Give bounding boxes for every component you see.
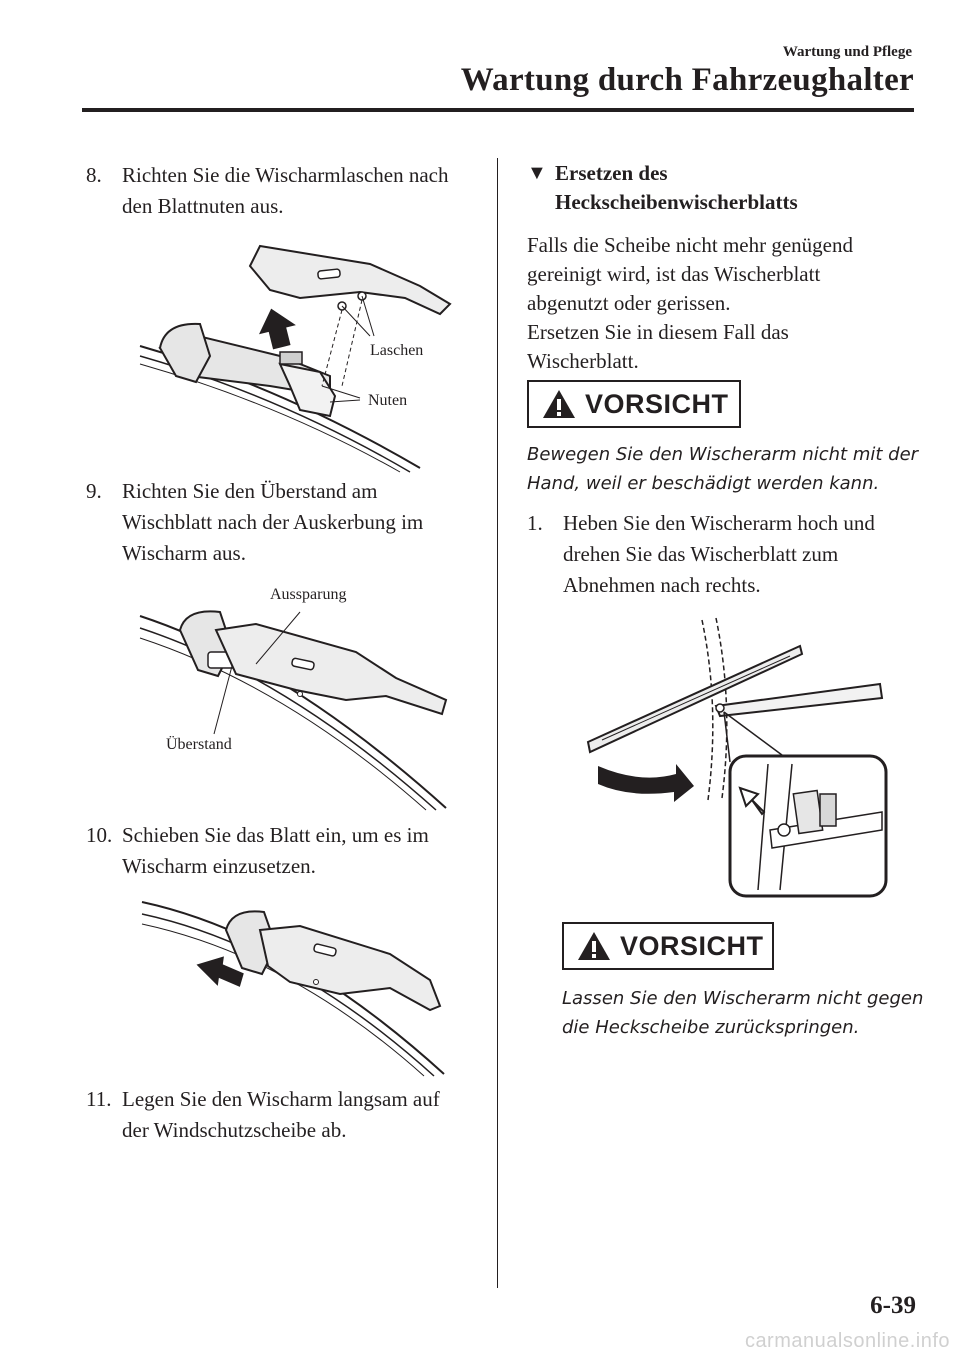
label-ueberstand: Überstand	[166, 736, 232, 753]
intro-line: abgenutzt oder gerissen.	[527, 291, 731, 315]
intro-line: gereinigt wird, ist das Wischerblatt	[527, 262, 821, 286]
header-rule	[82, 108, 914, 112]
step-number: 11.	[86, 1087, 112, 1111]
label-laschen: Laschen	[370, 342, 424, 359]
subheading-line: Ersetzen des	[555, 161, 668, 185]
running-header-title: Wartung durch Fahrzeughalter	[460, 62, 914, 98]
caution-text	[562, 984, 942, 1042]
step-text-line: Schieben Sie das Blatt ein, um es im	[122, 823, 429, 847]
step-text-line: Wischarm einzusetzen.	[122, 854, 316, 878]
watermark: carmanualsonline.info	[744, 1330, 950, 1352]
step-text-line: drehen Sie das Wischerblatt zum	[563, 542, 839, 566]
caution-line: Hand, weil er beschädigt werden kann.	[527, 473, 880, 494]
warning-triangle-icon	[576, 930, 612, 962]
step-8	[86, 160, 486, 224]
caution-box	[527, 380, 741, 428]
step-text-line: Abnehmen nach rechts.	[563, 573, 761, 597]
intro-paragraph	[527, 231, 917, 376]
intro-line: Falls die Scheibe nicht mehr genügend	[527, 233, 854, 257]
step-number: 8.	[86, 163, 102, 187]
triangle-marker-icon: ▼	[527, 162, 547, 184]
step-number: 1.	[527, 511, 543, 535]
intro-line: Wischerblatt.	[527, 349, 639, 373]
page-number: 6-39	[870, 1292, 916, 1319]
step-text-line: Richten Sie die Wischarmlaschen nach	[122, 163, 449, 187]
label-aussparung: Aussparung	[270, 586, 347, 603]
step-text-line: Richten Sie den Überstand am	[122, 479, 378, 503]
figure-wiper-notch-alignment	[136, 604, 450, 810]
step-text-line: Wischarm aus.	[122, 541, 246, 565]
caution-label: VORSICHT	[585, 388, 729, 419]
intro-line: Ersetzen Sie in diesem Fall das	[527, 320, 789, 344]
caution-line: Lassen Sie den Wischerarm nicht gegen	[562, 988, 924, 1009]
step-10	[86, 820, 486, 884]
step-number: 10.	[86, 823, 113, 847]
step-1	[527, 508, 927, 604]
warning-triangle-icon	[541, 388, 577, 420]
caution-label: VORSICHT	[620, 930, 764, 961]
step-text-line: Wischblatt nach der Auskerbung im	[122, 510, 424, 534]
label-nuten: Nuten	[368, 392, 408, 409]
column-divider	[497, 158, 498, 1288]
running-header-section: Wartung und Pflege	[782, 44, 912, 60]
caution-line: die Heckscheibe zurückspringen.	[562, 1017, 860, 1038]
caution-text	[527, 440, 927, 498]
step-text-line: Heben Sie den Wischerarm hoch und	[563, 511, 875, 535]
step-11	[86, 1084, 486, 1148]
caution-box	[562, 922, 774, 970]
step-text-line: der Windschutzscheibe ab.	[122, 1118, 347, 1142]
step-text-line: den Blattnuten aus.	[122, 194, 284, 218]
caution-line: Bewegen Sie den Wischerarm nicht mit der	[527, 444, 919, 465]
step-9	[86, 476, 486, 572]
step-text-line: Legen Sie den Wischarm langsam auf	[122, 1087, 440, 1111]
figure-wiper-slide-in	[140, 894, 446, 1076]
figure-rear-wiper-removal	[580, 616, 894, 900]
subheading-line: Heckscheibenwischerblatts	[555, 190, 798, 214]
step-number: 9.	[86, 479, 102, 503]
